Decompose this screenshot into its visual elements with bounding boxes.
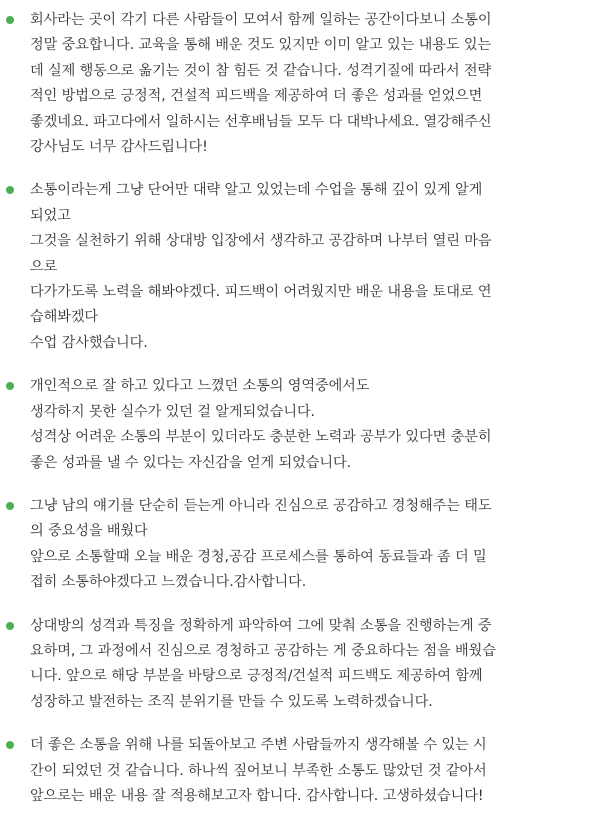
review-text-line: 그것을 실천하기 위해 상대방 입장에서 생각하고 공감하며 나부터 열린 마음 [30, 233, 492, 250]
review-item [0, 178, 604, 356]
review-text-line: 상대방의 성격과 특징을 정확하게 파악하여 그에 맞춰 소통을 진행하는게 중 [30, 617, 492, 634]
review-text-line: 소통이라는게 그냥 단어만 대략 알고 있었는데 수업을 통해 깊이 있게 알게 [30, 182, 483, 199]
review-item [0, 733, 604, 809]
review-text-line: 간이 되었던 것 같습니다. 하나씩 짚어보니 부족한 소통도 많았던 것 같아서 [30, 762, 487, 779]
review-text-line: 적인 방법으로 긍정적, 건설적 피드백을 제공하여 더 좋은 성과를 얻었으면 [30, 88, 483, 105]
review-item [0, 374, 604, 476]
review-text-line: 요하며, 그 과정에서 진심으로 경청하고 공감하는 게 중요하다는 점을 배웠습 [30, 642, 496, 659]
review-text-line: 되었고 [30, 207, 71, 224]
bullet-dot-icon [6, 502, 14, 510]
review-item [0, 614, 604, 716]
bullet-dot-icon [6, 622, 14, 630]
review-text-line: 그냥 남의 얘기를 단순히 듣는게 아니라 진심으로 공감하고 경청해주는 태도 [30, 497, 492, 514]
review-text-line: 수업 감사했습니다. [30, 334, 148, 351]
review-text-line: 성장하고 발전하는 조직 분위기를 만들 수 있도록 노력하겠습니다. [30, 693, 433, 710]
review-item [0, 494, 604, 596]
review-text-line: 니다. 앞으로 해당 부분을 바탕으로 긍정적/건설적 피드백도 제공하여 함께 [30, 668, 483, 685]
review-text-line: 생각하지 못한 실수가 있던 걸 알게되었습니다. [30, 403, 315, 420]
review-text-line: 습해봐겠다 [30, 309, 99, 326]
bullet-dot-icon [6, 382, 14, 390]
bullet-dot-icon [6, 16, 14, 24]
review-text-line: 앞으로 소통할때 오늘 배운 경청,공감 프로세스를 통하여 동료들과 좀 더 밀 [30, 548, 487, 565]
review-text-line: 성격상 어려운 소통의 부분이 있더라도 충분한 노력과 공부가 있다면 충분히 [30, 429, 492, 446]
review-text-line: 정말 중요합니다. 교육을 통해 배운 것도 있지만 이미 알고 있는 내용도 있는 [30, 37, 492, 54]
review-text-line: 회사라는 곳이 각기 다른 사람들이 모여서 함께 일하는 공간이다보니 소통이 [30, 12, 492, 28]
review-text-line: 데 실제 행동으로 옮기는 것이 참 힘든 것 같습니다. 성격기질에 따라서 전략 [30, 62, 492, 79]
review-text-line: 강사님도 너무 감사드립니다! [30, 139, 208, 156]
review-text-line: 으로 [30, 258, 58, 275]
review-text-line: 좋은 성과를 낼 수 있다는 자신감을 얻게 되었습니다. [30, 454, 351, 471]
review-text-line: 더 좋은 소통을 위해 나를 되돌아보고 주변 사람들까지 생각해볼 수 있는 시 [30, 737, 487, 754]
review-text-line: 좋겠네요. 파고다에서 일하시는 선후배님들 모두 다 대박나세요. 열강해주신 [30, 113, 492, 130]
review-text-line: 개인적으로 잘 하고 있다고 느꼈던 소통의 영역중에서도 [30, 378, 370, 395]
bullet-dot-icon [6, 741, 14, 749]
review-text-line: 접히 소통하야겠다고 느꼈습니다.감사합니다. [30, 574, 307, 591]
review-text-line: 앞으로는 배운 내용 잘 적용해보고자 합니다. 감사합니다. 고생하셨습니다! [30, 787, 484, 804]
review-item [0, 8, 604, 160]
review-text-line: 의 중요성을 배웠다 [30, 523, 148, 540]
review-text-line: 다가가도록 노력을 해봐야겠다. 피드백이 어려웠지만 배운 내용을 토대로 연 [30, 284, 492, 301]
bullet-dot-icon [6, 186, 14, 194]
